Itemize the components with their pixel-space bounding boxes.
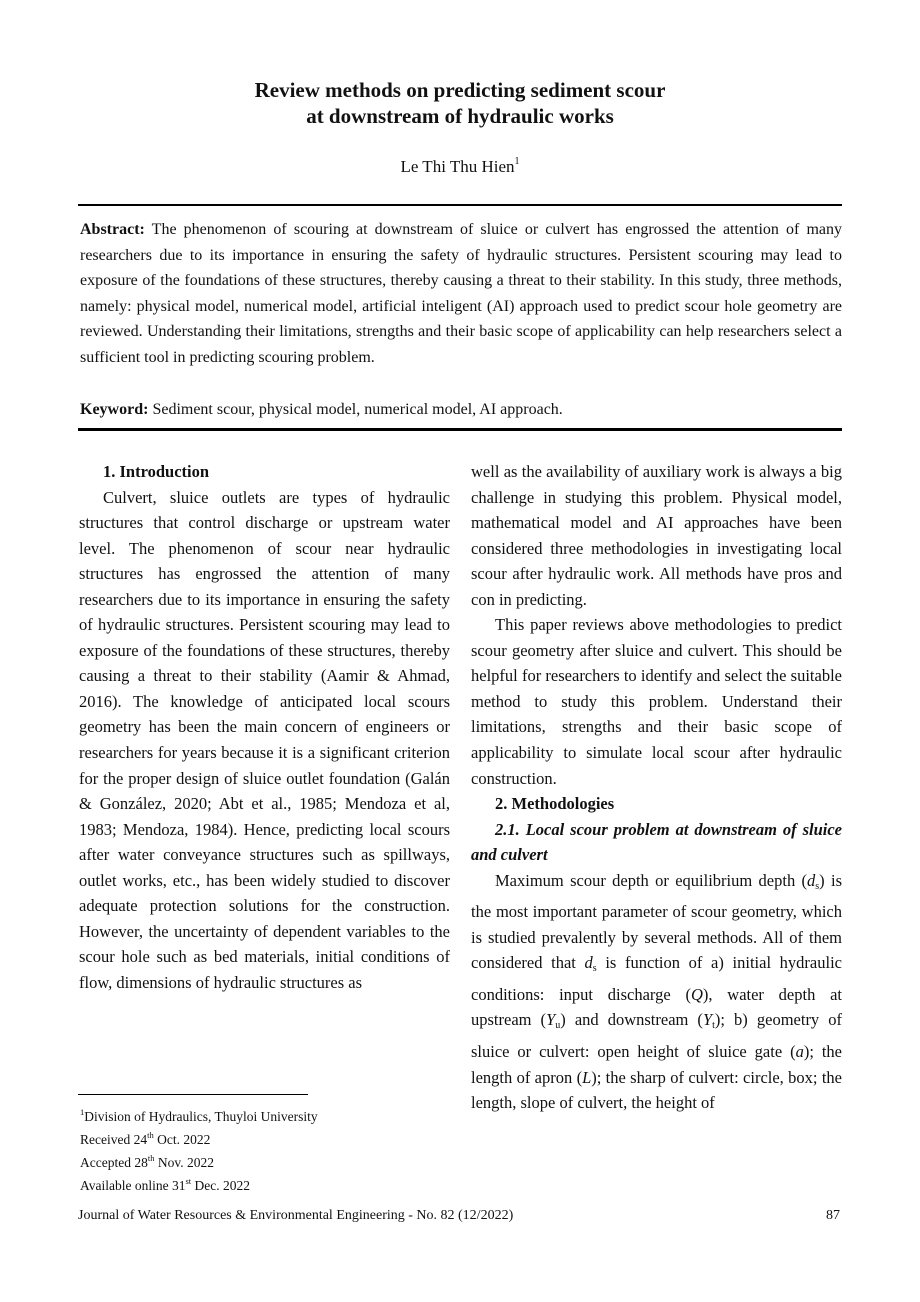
right-column — [471, 459, 842, 1116]
top-rule — [78, 204, 842, 206]
var-yt-sub: t — [712, 1020, 715, 1032]
text-span: ) and downstream ( — [560, 1010, 703, 1030]
section-heading-methodologies: 2. Methodologies — [495, 794, 615, 814]
affiliation-text: Division of Hydraulics, Thuyloi University — [84, 1109, 318, 1124]
var-ds-sub: s — [592, 963, 597, 975]
footnote-received — [80, 1126, 318, 1149]
abstract-text: The phenomenon of scouring at downstream of sluice or culvert has engrossed the attention of many researchers due to its importance in ensuring the safety of hydraulic structures. Persistent scouring may lead to exposure of the foundations of these structures, thereby causing a threat to their stability. In this study, three methods, namely: physical model, numerical model, artificial inteligent (AI) approach used to predict scour hole geometry are reviewed. Understanding their limitations, strengths and their basic scope of applicability can help researchers select a sufficient tool in predicting scouring problem. — [80, 221, 842, 366]
author — [0, 156, 920, 177]
ordinal-suffix: th — [147, 1153, 155, 1163]
received-date: Oct. 2022 — [153, 1132, 211, 1147]
footnote-rule — [78, 1094, 308, 1095]
left-column — [79, 459, 450, 995]
footnote-accepted — [80, 1149, 318, 1172]
abstract-bottom-rule — [78, 428, 842, 431]
ordinal-suffix: th — [147, 1130, 154, 1140]
footnote-online — [80, 1172, 318, 1195]
keywords — [80, 397, 842, 422]
journal-footer: Journal of Water Resources & Environmental Engineering - No. 82 (12/2022) — [78, 1208, 514, 1223]
keywords-label: Keyword: — [80, 401, 149, 418]
var-a: a — [795, 1042, 804, 1062]
text-span: is function of a) initial hydraulic conditions: input discharge ( — [471, 953, 842, 1004]
section-heading-introduction: 1. Introduction — [103, 462, 210, 481]
text-span: ); the sharp of culvert: circle, box; the length, slope of culvert, the height of — [471, 1067, 842, 1113]
text-span: Maximum scour depth or equilibrium depth ( — [495, 870, 808, 890]
text-span: ); the length of apron ( — [471, 1042, 842, 1087]
var-ds-sub: s — [815, 880, 820, 892]
methodologies-paragraph — [471, 868, 842, 1116]
var-ds: d — [807, 870, 816, 890]
page-number: 87 — [826, 1208, 840, 1223]
introduction-paragraph: Culvert, sluice outlets are types of hydraulic structures that control discharge or upstream water level. The phenomenon of scour near hydraulic structures has engrossed the attention of many researchers due to its importance in ensuring the safety of hydraulic structures. Persistent scouring may lead to exposure of the foundations of these structures, thereby causing a threat to their stability (Aamir & Ahmad, 2016). The knowledge of anticipated local scours geometry has been the main concern of engineers or researchers for years because it is a significant criterion for the proper design of sluice outlet foundation (Galán & González, 2020; Abt et al., 1985; Mendoza et al, 1983; Mendoza, 1984). Hence, predicting local scours after water conveyance structures such as spillways, outlet works, etc., has been widely studied to discover adequate protection solutions for the construction. However, the uncertainty of dependent variables to the scour hole such as bed materials, initial conditions of flow, dimensions of hydraulic structures as — [79, 487, 450, 992]
var-yu: Y — [546, 1010, 556, 1030]
affiliation-mark: 1 — [514, 156, 520, 167]
paper-title-line-1: Review methods on predicting sediment scour — [254, 78, 666, 102]
author-name: Le Thi Thu Hien — [400, 157, 515, 176]
var-q: Q — [690, 984, 703, 1004]
var-ds: d — [584, 953, 593, 973]
abstract — [80, 217, 842, 371]
var-yt: Y — [702, 1010, 713, 1030]
text-span: ); b) geometry of sluice or culvert: open height of sluice gate ( — [471, 1010, 842, 1062]
var-yu-sub: u — [555, 1020, 561, 1032]
online-text: Available online 31 — [80, 1178, 186, 1193]
ordinal-suffix: st — [185, 1176, 192, 1186]
text-span: ) is the most important parameter of scour geometry, which is studied prevalently by several methods. All of them considered that — [471, 870, 843, 973]
var-l: L — [582, 1067, 592, 1087]
introduction-paragraph-2: This paper reviews above methodologies to predict scour geometry after sluice and culvert. This should be helpful for researchers to identify and select the suitable method to study this problem. Understand their limitations, strengths and their basic scope of applicability to simulate local scour after hydraulic construction. — [471, 615, 842, 788]
text-span: ), water depth at upstream ( — [471, 984, 843, 1030]
keywords-text: Sediment scour, physical model, numerical model, AI approach. — [148, 401, 563, 418]
accepted-date: Nov. 2022 — [154, 1155, 214, 1170]
introduction-continuation: well as the availability of auxiliary work is always a big challenge in studying this problem. Physical model, mathematical model and AI approaches have been considered three methodologies in investigating local scour after hydraulic work. All methods have pros and con in predicting. — [471, 462, 842, 609]
footnote-affiliation — [80, 1103, 318, 1126]
footnote-mark: 1 — [80, 1107, 85, 1117]
online-date: Dec. 2022 — [191, 1178, 250, 1193]
received-text: Received 24 — [80, 1132, 148, 1147]
footnotes — [80, 1103, 318, 1195]
subsection-heading-2-1: 2.1. Local scour problem at downstream of sluice and culvert — [471, 819, 842, 865]
abstract-label: Abstract: — [80, 221, 145, 238]
accepted-text: Accepted 28 — [80, 1155, 148, 1170]
paper-title-line-2: at downstream of hydraulic works — [306, 104, 614, 128]
